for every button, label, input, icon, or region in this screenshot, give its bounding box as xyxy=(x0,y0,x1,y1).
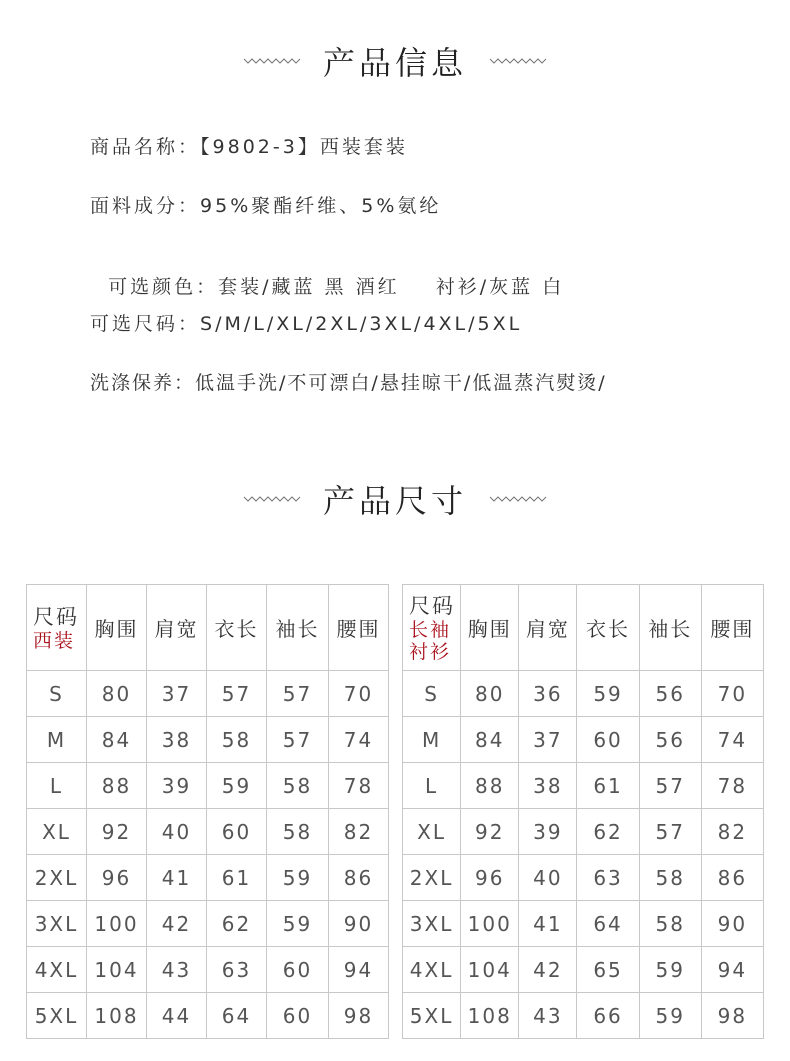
size-cell: 3XL xyxy=(403,901,461,947)
table-row xyxy=(403,901,764,947)
measurement-cell: 41 xyxy=(519,901,577,947)
measurement-cell: 42 xyxy=(519,947,577,993)
measurement-cell: 41 xyxy=(147,855,207,901)
measurement-cell: 90 xyxy=(701,901,763,947)
table-row xyxy=(27,717,389,763)
measurement-cell: 38 xyxy=(519,763,577,809)
size-header-label: 尺码 xyxy=(409,593,455,618)
measurement-cell: 42 xyxy=(147,901,207,947)
measurement-cell: 43 xyxy=(519,993,577,1039)
measurement-cell: 94 xyxy=(701,947,763,993)
table-row xyxy=(27,993,389,1039)
measurement-cell: 58 xyxy=(639,901,701,947)
size-cell: M xyxy=(27,717,87,763)
size-cell: 5XL xyxy=(27,993,87,1039)
info-label: 面料成分： xyxy=(90,195,201,217)
table-row xyxy=(403,717,764,763)
measurement-cell: 78 xyxy=(701,763,763,809)
measurement-cell: 74 xyxy=(329,717,389,763)
measurement-cell: 57 xyxy=(639,809,701,855)
measurement-cell: 104 xyxy=(87,947,147,993)
measurement-cell: 44 xyxy=(147,993,207,1039)
measurement-cell: 90 xyxy=(329,901,389,947)
table-row xyxy=(403,809,764,855)
measurement-cell: 100 xyxy=(461,901,519,947)
measurement-cell: 98 xyxy=(329,993,389,1039)
garment-type-label: 长袖衬衫 xyxy=(409,618,452,663)
info-section-header xyxy=(0,38,790,84)
measurement-cell: 37 xyxy=(147,671,207,717)
size-cell: L xyxy=(27,763,87,809)
measurement-cell: 60 xyxy=(207,809,267,855)
size-section-title: 产品尺寸 xyxy=(322,482,467,520)
column-header: 腰围 xyxy=(329,585,389,671)
info-value: S/M/L/XL/2XL/3XL/4XL/5XL xyxy=(200,313,523,335)
size-table-shirt xyxy=(402,584,764,1039)
measurement-cell: 39 xyxy=(519,809,577,855)
column-header: 腰围 xyxy=(701,585,763,671)
table-row xyxy=(27,947,389,993)
measurement-cell: 96 xyxy=(87,855,147,901)
measurement-cell: 57 xyxy=(207,671,267,717)
measurement-cell: 82 xyxy=(701,809,763,855)
info-label: 洗涤保养： xyxy=(90,372,196,394)
measurement-cell: 61 xyxy=(577,763,639,809)
info-label: 可选颜色： xyxy=(108,276,219,298)
info-section-title: 产品信息 xyxy=(322,44,467,82)
info-label: 商品名称： xyxy=(90,136,201,158)
table-row xyxy=(27,763,389,809)
measurement-cell: 94 xyxy=(329,947,389,993)
measurement-cell: 57 xyxy=(267,671,329,717)
measurement-cell: 70 xyxy=(701,671,763,717)
info-row-fabric xyxy=(90,191,441,218)
size-table-body xyxy=(27,671,389,1039)
table-row xyxy=(27,901,389,947)
measurement-cell: 59 xyxy=(639,947,701,993)
measurement-cell: 98 xyxy=(701,993,763,1039)
measurement-cell: 88 xyxy=(461,763,519,809)
table-row xyxy=(403,855,764,901)
measurement-cell: 64 xyxy=(207,993,267,1039)
measurement-cell: 74 xyxy=(701,717,763,763)
size-header-cell xyxy=(403,585,461,671)
measurement-cell: 59 xyxy=(267,855,329,901)
wave-divider-left-icon xyxy=(243,494,301,504)
info-value: 【9802-3】西装套装 xyxy=(200,136,408,158)
measurement-cell: 43 xyxy=(147,947,207,993)
size-cell: 2XL xyxy=(403,855,461,901)
measurement-cell: 78 xyxy=(329,763,389,809)
measurement-cell: 80 xyxy=(461,671,519,717)
table-row xyxy=(27,809,389,855)
column-header: 衣长 xyxy=(207,585,267,671)
measurement-cell: 66 xyxy=(577,993,639,1039)
measurement-cell: 82 xyxy=(329,809,389,855)
measurement-cell: 84 xyxy=(87,717,147,763)
measurement-cell: 38 xyxy=(147,717,207,763)
measurement-cell: 57 xyxy=(267,717,329,763)
column-header: 胸围 xyxy=(461,585,519,671)
size-cell: S xyxy=(403,671,461,717)
measurement-cell: 61 xyxy=(207,855,267,901)
measurement-cell: 59 xyxy=(267,901,329,947)
info-row-product-name xyxy=(90,132,408,159)
wave-divider-right-icon xyxy=(489,494,547,504)
measurement-cell: 108 xyxy=(87,993,147,1039)
table-row xyxy=(27,671,389,717)
measurement-cell: 56 xyxy=(639,717,701,763)
measurement-cell: 62 xyxy=(207,901,267,947)
column-header: 袖长 xyxy=(639,585,701,671)
table-row xyxy=(403,947,764,993)
info-value: 套装/藏蓝 黑 酒红 衬衫/灰蓝 白 xyxy=(218,276,565,298)
measurement-cell: 58 xyxy=(267,763,329,809)
measurement-cell: 36 xyxy=(519,671,577,717)
measurement-cell: 58 xyxy=(639,855,701,901)
measurement-cell: 59 xyxy=(577,671,639,717)
table-row xyxy=(403,671,764,717)
measurement-cell: 59 xyxy=(639,993,701,1039)
size-table-body xyxy=(403,671,764,1039)
size-cell: XL xyxy=(403,809,461,855)
measurement-cell: 58 xyxy=(267,809,329,855)
measurement-cell: 62 xyxy=(577,809,639,855)
column-header: 胸围 xyxy=(87,585,147,671)
size-cell: 2XL xyxy=(27,855,87,901)
measurement-cell: 86 xyxy=(701,855,763,901)
info-value: 95%聚酯纤维、5%氨纶 xyxy=(200,195,442,217)
column-header: 袖长 xyxy=(267,585,329,671)
info-label: 可选尺码： xyxy=(90,313,201,335)
measurement-cell: 63 xyxy=(207,947,267,993)
measurement-cell: 63 xyxy=(577,855,639,901)
size-cell: 4XL xyxy=(27,947,87,993)
size-cell: 5XL xyxy=(403,993,461,1039)
size-cell: 4XL xyxy=(403,947,461,993)
measurement-cell: 56 xyxy=(639,671,701,717)
measurement-cell: 59 xyxy=(207,763,267,809)
column-header: 衣长 xyxy=(577,585,639,671)
measurement-cell: 92 xyxy=(87,809,147,855)
size-cell: M xyxy=(403,717,461,763)
measurement-cell: 58 xyxy=(207,717,267,763)
table-row xyxy=(403,763,764,809)
wave-divider-right-icon xyxy=(489,56,547,66)
measurement-cell: 88 xyxy=(87,763,147,809)
measurement-cell: 40 xyxy=(147,809,207,855)
size-header-label: 尺码 xyxy=(33,604,79,629)
info-value: 低温手洗/不可漂白/悬挂晾干/低温蒸汽熨烫/ xyxy=(195,372,607,394)
info-row-care xyxy=(90,368,607,395)
column-header: 肩宽 xyxy=(147,585,207,671)
measurement-cell: 100 xyxy=(87,901,147,947)
measurement-cell: 96 xyxy=(461,855,519,901)
info-row-colors xyxy=(90,250,564,299)
column-header: 肩宽 xyxy=(519,585,577,671)
size-header-cell xyxy=(27,585,87,671)
measurement-cell: 40 xyxy=(519,855,577,901)
size-section-header xyxy=(0,476,790,522)
measurement-cell: 60 xyxy=(267,947,329,993)
measurement-cell: 108 xyxy=(461,993,519,1039)
measurement-cell: 92 xyxy=(461,809,519,855)
measurement-cell: 64 xyxy=(577,901,639,947)
measurement-cell: 37 xyxy=(519,717,577,763)
info-row-sizes xyxy=(90,309,522,336)
table-row xyxy=(27,855,389,901)
measurement-cell: 39 xyxy=(147,763,207,809)
table-row xyxy=(403,993,764,1039)
size-table-suit xyxy=(26,584,389,1039)
size-cell: L xyxy=(403,763,461,809)
size-cell: XL xyxy=(27,809,87,855)
measurement-cell: 70 xyxy=(329,671,389,717)
measurement-cell: 57 xyxy=(639,763,701,809)
measurement-cell: 60 xyxy=(267,993,329,1039)
garment-type-label: 西装 xyxy=(33,629,76,652)
measurement-cell: 65 xyxy=(577,947,639,993)
measurement-cell: 84 xyxy=(461,717,519,763)
wave-divider-left-icon xyxy=(243,56,301,66)
measurement-cell: 86 xyxy=(329,855,389,901)
size-cell: 3XL xyxy=(27,901,87,947)
measurement-cell: 80 xyxy=(87,671,147,717)
measurement-cell: 60 xyxy=(577,717,639,763)
measurement-cell: 104 xyxy=(461,947,519,993)
size-cell: S xyxy=(27,671,87,717)
